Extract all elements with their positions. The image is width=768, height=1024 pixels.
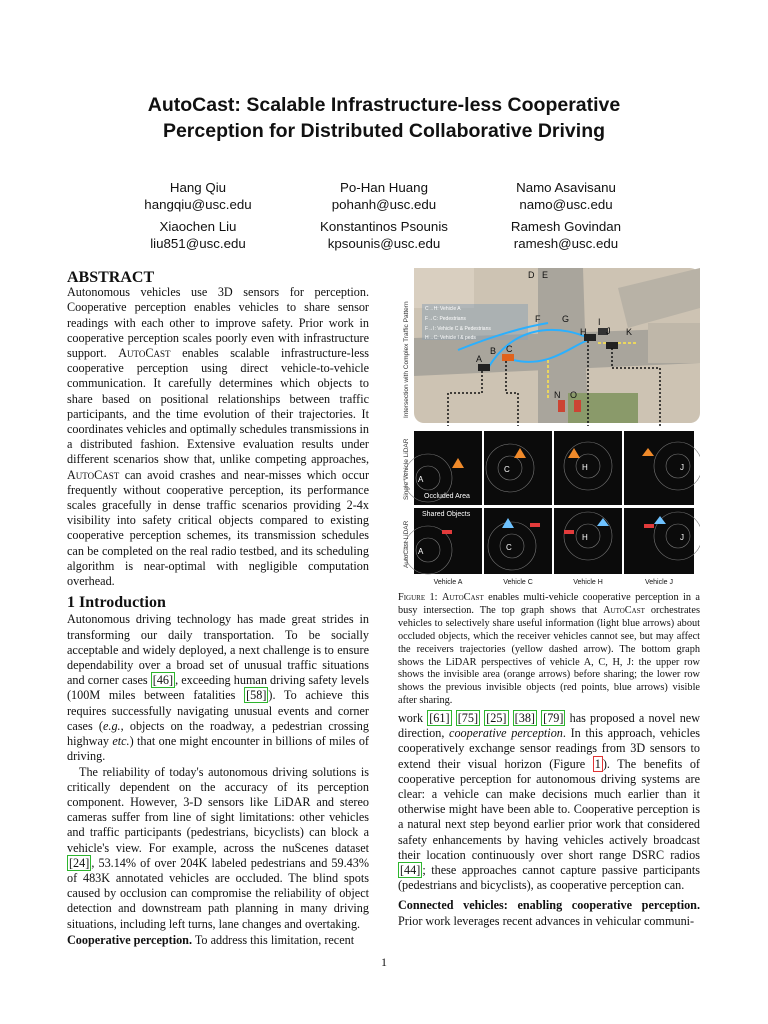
vehicle-label: Vehicle J	[644, 579, 674, 586]
citation-link[interactable]: [79]	[543, 711, 564, 725]
panel-letter: A	[418, 475, 424, 484]
scene-label: I	[598, 317, 601, 327]
text: ; these approaches cannot capture passive participants (pedestrians and bicyclists), as cooperative perception can.	[398, 863, 700, 893]
intersection-scene	[414, 268, 700, 426]
scene-label: F	[535, 314, 541, 324]
intro-paragraph	[67, 765, 369, 932]
side-label-mid: Single Vehicle LiDAR	[403, 438, 410, 500]
autocast-name: AutoCast	[603, 604, 645, 616]
citation-link[interactable]: [75]	[457, 711, 479, 725]
citation-link[interactable]: [44]	[400, 863, 421, 878]
author-email: pohanh@usc.edu	[331, 196, 437, 212]
citation-link[interactable]: [61]	[429, 711, 450, 725]
scene-label: J	[606, 326, 611, 336]
author-name: Ramesh Govindan	[510, 219, 622, 234]
autocast-name: AutoCast	[67, 467, 120, 482]
scene-label: O	[570, 390, 578, 400]
text: , objects on the roadway, a pedestrian crossing highway	[67, 718, 369, 749]
scene-label: E	[542, 270, 549, 280]
abstract-sentence: can avoid crashes and near-misses which occur frequently without cooperative perception, its performance scales gracefully in dense traffic scenarios providing 2-4x visibility into safety critical objects compared to existing cooperative perception schemes, its transmission schedules can be completed on the real radio testbed, and its scheduling algorithm is near-optimal with negligible computation overhead.	[67, 467, 369, 589]
panel-letter: A	[418, 547, 424, 556]
text: ). The benefits of cooperative perception for autonomous driving systems are clear: a vehicle can make decisions much earlier than it otherwise might have been able to. Cooperative perception is a natural next step beyond earlier prior work that considered safety enhancements by having vehicles actively broadcast their location continuously over short range DSRC radios	[398, 756, 700, 862]
right-column-text	[398, 711, 700, 929]
citation-link[interactable]: [46]	[152, 673, 174, 688]
legend-item: H→C: Vehicle I & peds	[425, 335, 476, 341]
legend-item: F→C: Pedestrians	[425, 316, 466, 322]
author-email: hangqiu@usc.edu	[144, 196, 252, 212]
text: , 53.14% of over 204K labeled pedestrians and 59.43% of 483K annotated vehicles are occluded. The blind spots caused by occlusion can compromise the reliability of object detection and downstream path planning in many driving situations, including left turns, lane changes and overtaking.	[67, 855, 369, 931]
citation-link[interactable]: [58]	[246, 688, 267, 703]
author-block	[461, 180, 671, 213]
author-name: Namo Asavisanu	[516, 180, 616, 195]
scene-label: K	[626, 327, 633, 337]
scene-label: A	[476, 354, 483, 364]
vehicle-label: Vehicle C	[503, 579, 533, 586]
legend-item: F→I: Vehicle C & Pedestrians	[425, 326, 491, 332]
occluded-area-label: Occluded Area	[424, 493, 470, 500]
author-block	[279, 180, 489, 213]
paragraph-heading: Cooperative perception.	[67, 932, 193, 947]
panel-letter: J	[680, 463, 684, 472]
title-line-2: Perception for Distributed Collaborative Driving	[162, 120, 606, 142]
body-paragraph	[398, 711, 700, 893]
intro-paragraph	[67, 933, 369, 948]
page-number: 1	[381, 955, 387, 969]
author-email: ramesh@usc.edu	[513, 235, 619, 251]
scene-label: G	[562, 314, 570, 324]
caption-label: Figure 1:	[398, 592, 438, 603]
citation-link[interactable]: [24]	[69, 855, 90, 870]
text: ) that one might encounter in billions of miles of driving.	[67, 734, 369, 764]
left-column	[67, 270, 369, 948]
side-label-top: Intersection with Complex Traffic Pattern	[403, 301, 410, 418]
panel-letter: C	[504, 465, 510, 474]
text: ). To achieve this requires successfully navigating unusual events and corner cases (	[67, 688, 369, 733]
text: , exceeding human driving safety levels (100M miles between fatalities	[67, 673, 369, 703]
author-block	[93, 180, 303, 213]
title-line-1: AutoCast: Scalable Infrastructure-less Cooperative	[147, 94, 621, 116]
text: e.g.	[102, 718, 121, 733]
caption-text: enables multi-vehicle cooperative perception in a busy intersection. The top graph shows that	[398, 592, 700, 616]
text: Prior work leverages recent advances in vehicular communi-	[398, 913, 695, 928]
scene-label: H	[580, 327, 587, 337]
text: cooperative perception	[449, 726, 563, 741]
panel-letter: H	[582, 533, 588, 542]
caption-text: orchestrates vehicles to selectively share useful information (light blue arrows) about occluded objects, which the receiver vehicles cannot see, but may affect the receivers trajectories (yellow dashed arrow). The bottom graph shows the LiDAR perspectives of vehicle A, C, H, J: the upper row shows the invisible area (orange arrows) before sharing; the lower row shows the previous invisible objects (red points, blue arrows) visible after sharing.	[398, 604, 700, 707]
body-paragraph	[398, 898, 700, 928]
side-label-bot: AutoCast LiDAR	[403, 520, 410, 568]
author-name: Hang Qiu	[169, 180, 227, 195]
paragraph-heading: Connected vehicles: enabling cooperative perception.	[398, 898, 700, 913]
text: The reliability of today's autonomous driving solutions is critically dependent on the accuracy of its perception component. However, 3-D sensors like LiDAR and stereo cameras suffer from line of sight limitations: other vehicles and traffic participants (pedestrians, bicyclists) can block a vehicle's view. For example, across the nuScenes dataset	[67, 764, 369, 855]
shared-objects-label: Shared Objects	[422, 511, 471, 518]
intro-paragraph	[67, 612, 369, 764]
author-name: Xiaochen Liu	[159, 219, 237, 234]
legend-item: C→H: Vehicle A	[425, 306, 461, 312]
author-block	[461, 219, 671, 252]
abstract-sentence: Autonomous vehicles use 3D sensors for perception. Cooperative perception enables vehicles to share sensor readings with each other to improve safety. Prior work in cooperative perception scales poorly even with infrastructure support.	[67, 285, 369, 361]
scene-label: N	[554, 390, 561, 400]
vehicle-label: Vehicle H	[573, 579, 603, 586]
paper-title	[0, 92, 768, 144]
scene-label: D	[528, 270, 535, 280]
autocast-name: AutoCast	[441, 592, 484, 603]
author-email: kpsounis@usc.edu	[327, 235, 441, 251]
autocast-name: AutoCast	[118, 346, 171, 361]
text: . In this approach, vehicles cooperatively exchange sensor readings from 3D sensors to extend their visual horizon (Figure	[398, 726, 700, 771]
citation-link[interactable]: [25]	[486, 711, 507, 725]
figure-link[interactable]: 1	[594, 756, 601, 771]
text: work	[398, 711, 428, 725]
author-block	[279, 219, 489, 252]
lidar-panels	[404, 431, 700, 574]
scene-label: B	[490, 346, 497, 356]
text: Autonomous driving technology has made great strides in transforming our daily transportation. To be socially acceptable and widely deployed, a next challenge is to ensure dependability over a broad set of unusual traffic situations and corner cases	[67, 612, 369, 688]
author-block	[93, 219, 303, 252]
author-name: Konstantinos Psounis	[320, 219, 448, 234]
figure-1	[398, 268, 700, 590]
text: To address this limitation, recent	[192, 932, 355, 947]
vehicle-label: Vehicle A	[433, 579, 463, 586]
citation-link[interactable]: [38]	[514, 711, 535, 725]
abstract-heading: ABSTRACT	[67, 269, 155, 286]
abstract-sentence: enables scalable infrastructure-less cooperative perception using direct vehicle-to-vehicle communication. It carefully determines which objects to share based on positional relationships between traffic participants, and the time evolution of their trajectories. It coordinates vehicles and optimally schedules transmissions in a distributed fashion. Extensive evaluation results under different scenarios show that, unlike competing approaches,	[67, 346, 370, 467]
figure-caption	[398, 592, 700, 708]
panel-letter: C	[506, 543, 512, 552]
text: has proposed a novel new direction,	[398, 711, 701, 741]
author-email: liu851@usc.edu	[150, 235, 246, 251]
author-email: namo@usc.edu	[519, 196, 613, 212]
panel-letter: J	[680, 533, 684, 542]
section-heading: 1 Introduction	[67, 594, 166, 612]
text: etc.	[112, 734, 130, 749]
scene-label: C	[506, 344, 513, 354]
abstract-text	[67, 285, 369, 589]
panel-letter: H	[582, 463, 588, 472]
author-name: Po-Han Huang	[340, 180, 428, 195]
